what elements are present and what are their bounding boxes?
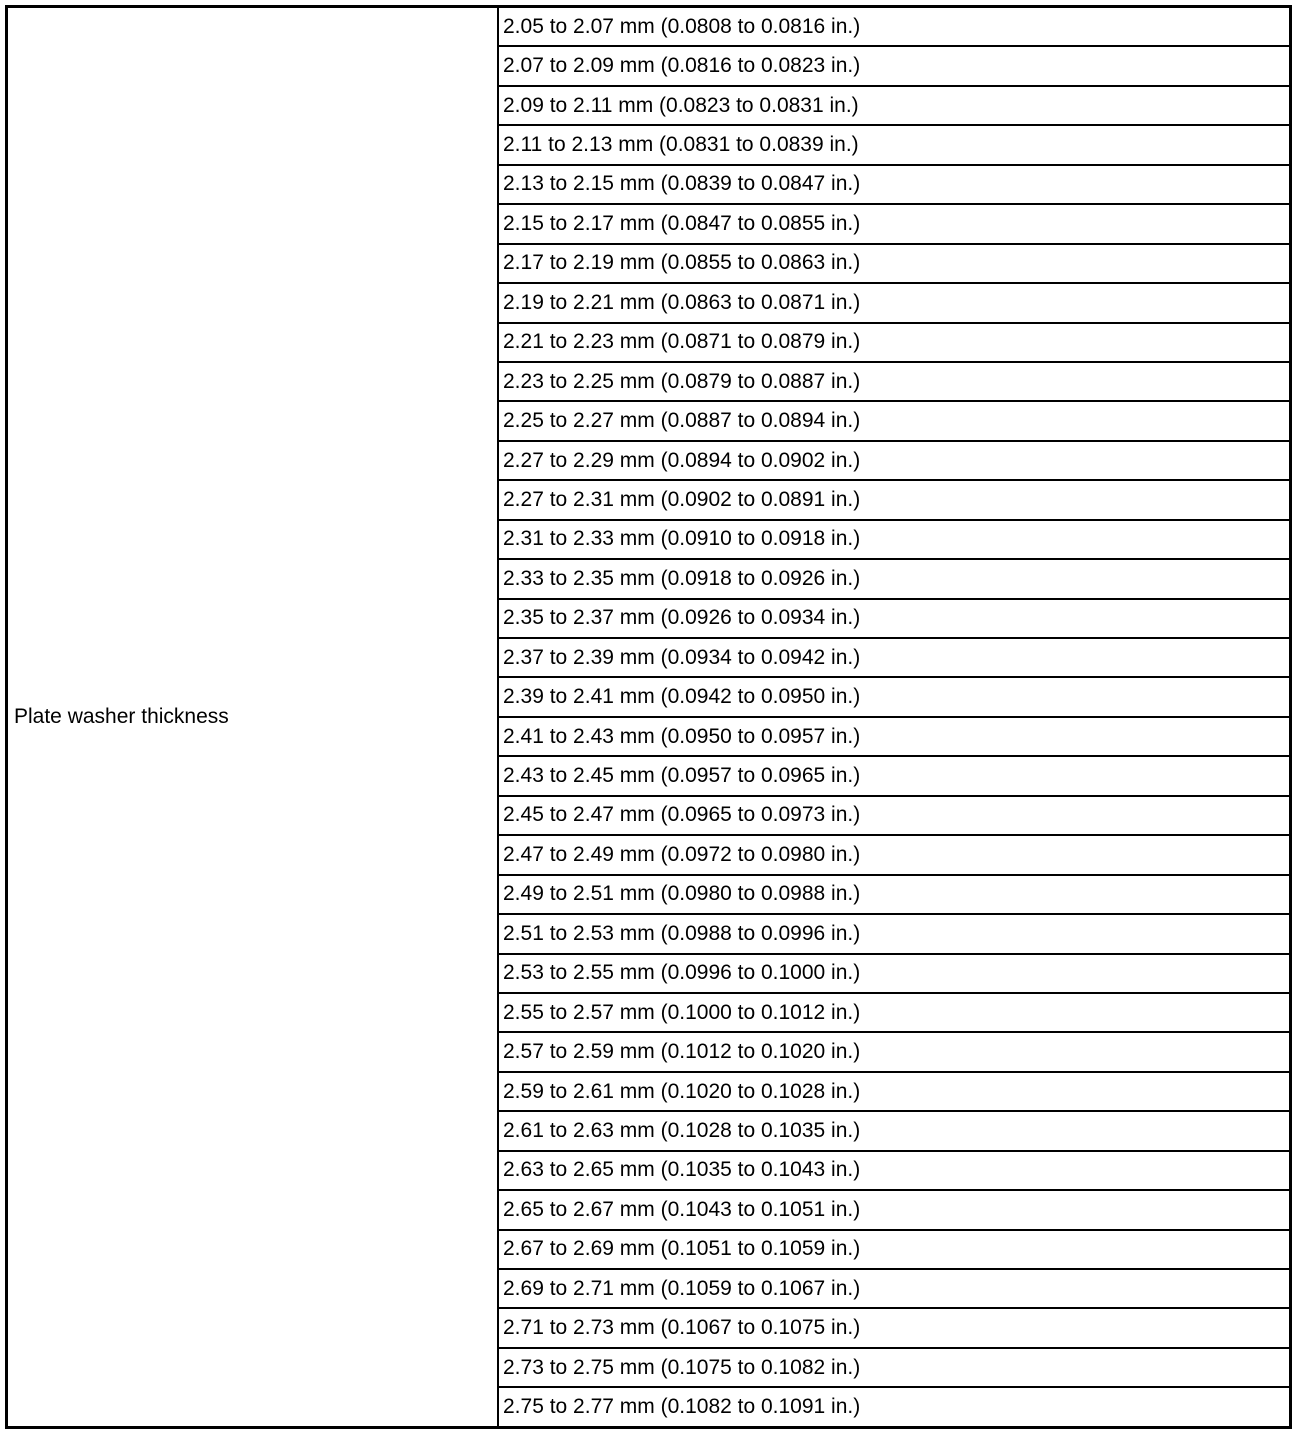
- spec-table: [5, 5, 1292, 1429]
- value-cell: 2.17 to 2.19 mm (0.0855 to 0.0863 in.): [499, 245, 1289, 284]
- value-cell: 2.75 to 2.77 mm (0.1082 to 0.1091 in.): [503, 1395, 861, 1419]
- value-cell: 2.31 to 2.33 mm (0.0910 to 0.0918 in.): [499, 521, 1289, 560]
- value-cell: 2.73 to 2.75 mm (0.1075 to 0.1082 in.): [499, 1349, 1289, 1388]
- value-cell: 2.67 to 2.69 mm (0.1051 to 0.1059 in.): [499, 1231, 1289, 1270]
- value-cell: 2.63 to 2.65 mm (0.1035 to 0.1043 in.): [499, 1152, 1289, 1191]
- value-cell: 2.59 to 2.61 mm (0.1020 to 0.1028 in.): [499, 1073, 1289, 1112]
- value-cell: 2.19 to 2.21 mm (0.0863 to 0.0871 in.): [499, 284, 1289, 323]
- value-cell: 2.45 to 2.47 mm (0.0965 to 0.0973 in.): [499, 797, 1289, 836]
- value-cell: 2.15 to 2.17 mm (0.0847 to 0.0855 in.): [499, 205, 1289, 244]
- value-cell: 2.43 to 2.45 mm (0.0957 to 0.0965 in.): [499, 757, 1289, 796]
- value-cell: 2.49 to 2.51 mm (0.0980 to 0.0988 in.): [499, 876, 1289, 915]
- value-cell: 2.55 to 2.57 mm (0.1000 to 0.1012 in.): [499, 994, 1289, 1033]
- row-label-cell: [8, 8, 499, 1426]
- row-label: Plate washer thickness: [14, 705, 229, 728]
- value-cell: 2.41 to 2.43 mm (0.0950 to 0.0957 in.): [499, 718, 1289, 757]
- value-cell: 2.05 to 2.07 mm (0.0808 to 0.0816 in.): [499, 8, 1289, 47]
- value-cell: 2.07 to 2.09 mm (0.0816 to 0.0823 in.): [499, 47, 1289, 86]
- value-cell: 2.27 to 2.31 mm (0.0902 to 0.0891 in.): [499, 481, 1289, 520]
- value-cell: 2.25 to 2.27 mm (0.0887 to 0.0894 in.): [499, 402, 1289, 441]
- value-cell: 2.35 to 2.37 mm (0.0926 to 0.0934 in.): [499, 600, 1289, 639]
- values-column: [499, 8, 1289, 1426]
- value-cell: 2.61 to 2.63 mm (0.1028 to 0.1035 in.): [499, 1112, 1289, 1151]
- value-cell: 2.37 to 2.39 mm (0.0934 to 0.0942 in.): [499, 639, 1289, 678]
- value-cell: 2.53 to 2.55 mm (0.0996 to 0.1000 in.): [499, 955, 1289, 994]
- value-cell: 2.21 to 2.23 mm (0.0871 to 0.0879 in.): [499, 324, 1289, 363]
- value-cell: 2.27 to 2.29 mm (0.0894 to 0.0902 in.): [499, 442, 1289, 481]
- value-cell: 2.57 to 2.59 mm (0.1012 to 0.1020 in.): [499, 1033, 1289, 1072]
- value-cell: 2.13 to 2.15 mm (0.0839 to 0.0847 in.): [499, 166, 1289, 205]
- value-cell: 2.39 to 2.41 mm (0.0942 to 0.0950 in.): [499, 678, 1289, 717]
- value-cell: 2.69 to 2.71 mm (0.1059 to 0.1067 in.): [499, 1270, 1289, 1309]
- value-cell: 2.51 to 2.53 mm (0.0988 to 0.0996 in.): [499, 915, 1289, 954]
- value-cell: 2.23 to 2.25 mm (0.0879 to 0.0887 in.): [499, 363, 1289, 402]
- value-cell: 2.47 to 2.49 mm (0.0972 to 0.0980 in.): [499, 836, 1289, 875]
- value-cell: 2.65 to 2.67 mm (0.1043 to 0.1051 in.): [499, 1191, 1289, 1230]
- value-cell: 2.33 to 2.35 mm (0.0918 to 0.0926 in.): [499, 560, 1289, 599]
- value-cell: 2.11 to 2.13 mm (0.0831 to 0.0839 in.): [499, 126, 1289, 165]
- value-cell: 2.71 to 2.73 mm (0.1067 to 0.1075 in.): [499, 1309, 1289, 1348]
- value-cell: 2.09 to 2.11 mm (0.0823 to 0.0831 in.): [499, 87, 1289, 126]
